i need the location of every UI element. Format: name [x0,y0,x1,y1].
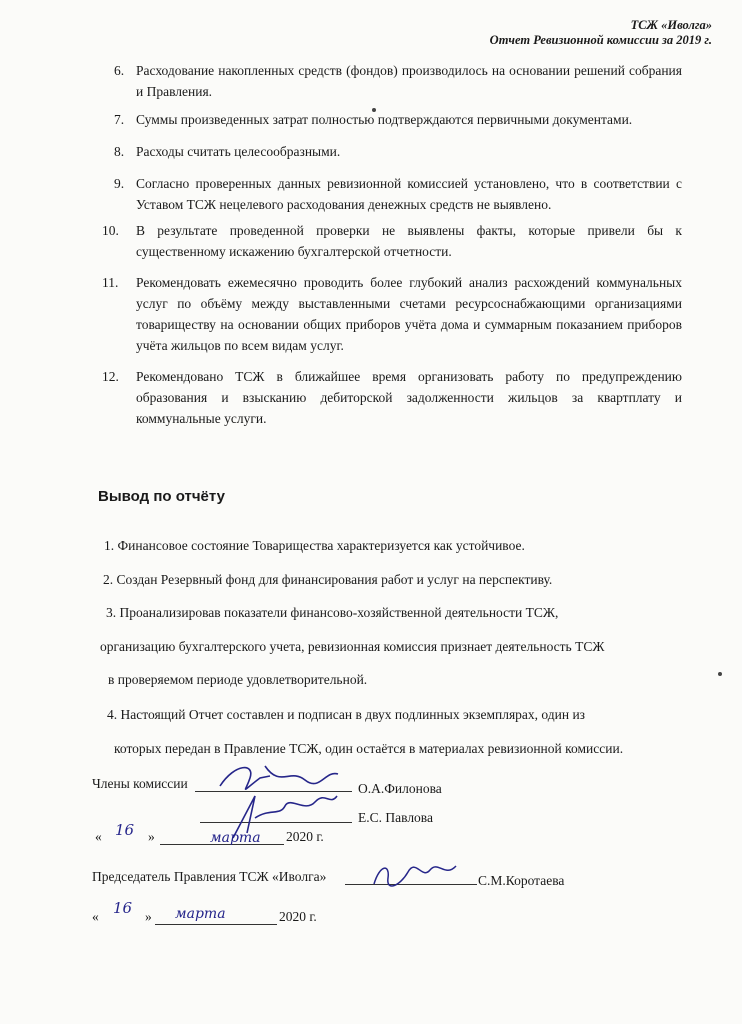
date2-year: 2020 г. [279,909,317,924]
item-number: 6. [114,63,125,78]
date2-month: марта [175,906,226,922]
member-name-2: Е.С. Павлова [358,810,433,825]
date-line [155,923,277,925]
list-item [102,141,682,162]
conclusion-line: 1. Финансовое состояние Товарищества характеризуется как устойчивое. [104,538,525,553]
item-number: 11. [102,275,119,290]
date2-day: 16 [113,899,133,917]
header-report-title: Отчет Ревизионной комиссии за 2019 г. [489,33,712,47]
date1-open-quote: « [95,829,102,844]
item-text: Согласно проверенных данных ревизионной комиссией установлено, что в соответствии с Уставом ТСЖ нецелевого расходования денежных средств не выявлено. [136,176,682,212]
date1-day: 16 [115,821,135,839]
item-text: Расходы считать целесообразными. [136,144,341,159]
conclusion-line: 2. Создан Резервный фонд для финансирования работ и услуг на перспективу. [103,572,553,587]
conclusion-line: 3. Проанализировав показатели финансово-хозяйственной деятельности ТСЖ, [106,605,559,620]
item-number: 10. [102,223,119,238]
list-item [102,220,682,262]
conclusion-line: в проверяемом периоде удовлетворительной. [108,672,368,687]
item-text: Суммы произведенных затрат полностью подтверждаются первичными документами. [136,112,633,127]
list-item [102,109,682,130]
numbered-list [102,60,682,439]
conclusion-line: 4. Настоящий Отчет составлен и подписан в двух подлинных экземплярах, один из [107,707,586,722]
date2-close-quote: » [145,909,152,924]
conclusion-heading: Вывод по отчёту [98,488,225,505]
header-org: ТСЖ «Иволга» [630,18,712,32]
page-header [490,18,712,48]
conclusion-line: которых передан в Правление ТСЖ, один остаётся в материалах ревизионной комиссии. [114,741,624,756]
signature-korotaeva [370,860,460,890]
commission-label: Члены комиссии [92,776,188,791]
chair-name: С.М.Коротаева [478,873,565,888]
item-text: Рекомендовать ежемесячно проводить более глубокий анализ расхождений коммунальных услуг по объёму между выставленными счетами ресурсоснабжающими организациями товариществу на основании общих приборов учёта дома и суммарным показанием приборов учёта жильцов по всем видам услуг. [136,275,682,353]
item-text: Расходование накопленных средств (фондов) производилось на основании решений собрания и Правления. [136,63,682,99]
list-item [102,366,682,429]
scan-speck [372,108,376,112]
conclusion-line: организацию бухгалтерского учета, ревизионная комиссия признает деятельность ТСЖ [100,639,605,654]
chair-label: Председатель Правления ТСЖ «Иволга» [92,869,327,884]
item-number: 8. [114,144,125,159]
date1-month: марта [210,830,261,846]
list-item [102,272,682,356]
item-text: В результате проведенной проверки не выявлены факты, которые привели бы к существенному искажению бухгалтерской отчетности. [136,223,682,259]
member-name-1: О.А.Филонова [358,781,442,796]
item-number: 9. [114,176,125,191]
date1-year: 2020 г. [286,829,324,844]
item-number: 7. [114,112,125,127]
item-text: Рекомендовано ТСЖ в ближайшее время организовать работу по предупреждению образования и взысканию дебиторской задолженности жильцов за квартплату и коммунальные услуги. [136,369,682,426]
date1-close-quote: » [148,829,155,844]
scan-speck [718,672,722,676]
list-item [102,173,682,215]
date2-open-quote: « [92,909,99,924]
list-item [102,60,682,102]
item-number: 12. [102,369,119,384]
